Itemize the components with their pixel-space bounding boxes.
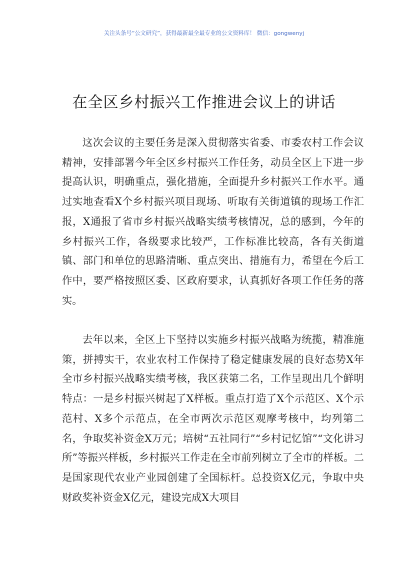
document-title: 在全区乡村振兴工作推进会议上的讲话 [72,93,336,111]
paragraph-1: 这次会议的主要任务是深入贯彻落实省委、市委农村工作会议精神，安排部署今年全区乡村振兴工作任务，动员全区上下进一步提高认识，明确重点，强化措施，全面提升乡村振兴工作水平。通过实地查看X个乡村振兴项目现场、听取有关街道镇的现场工作汇报，X通报了省市乡村振兴战略实绩考核情况，总的感到，今年的乡村振兴工作，各级要求比较严，工作标准比较高，各有关街道镇、部门和单位的思路清晰、重点突出、措施有力，希望在今后工作中，要严格按照区委、区政府要求，认真抓好各项工作任务的落实。 [62,138,364,307]
header-banner: 关注头条号“公文研究”，获得最新最全最专业的公文资料库！ 微信：gongwenyj [103,31,305,37]
paragraph-2: 去年以来，全区上下坚持以实施乡村振兴战略为统揽，精准施策，拼搏实干，农业农村工作保持了稳定健康发展的良好态势X年全市乡村振兴战略实绩考核，我区获第二名，工作呈现出几个鲜明特点：一是乡村振兴树起了X样板。重点打造了X个示范区、X个示范村、X多个示范点，在全市两次示范区观摩考核中，均列第二名，争取奖补资金X万元；培树“五社同行”“乡村记忆馆”“文化讲习所”等振兴样板，乡村振兴工作走在全市前列树立了全市的样板。二是国家现代农业产业园创建了全国标杆。总投资X亿元，争取中央财政奖补资金X亿元，建设完成X大项目 [62,335,364,504]
